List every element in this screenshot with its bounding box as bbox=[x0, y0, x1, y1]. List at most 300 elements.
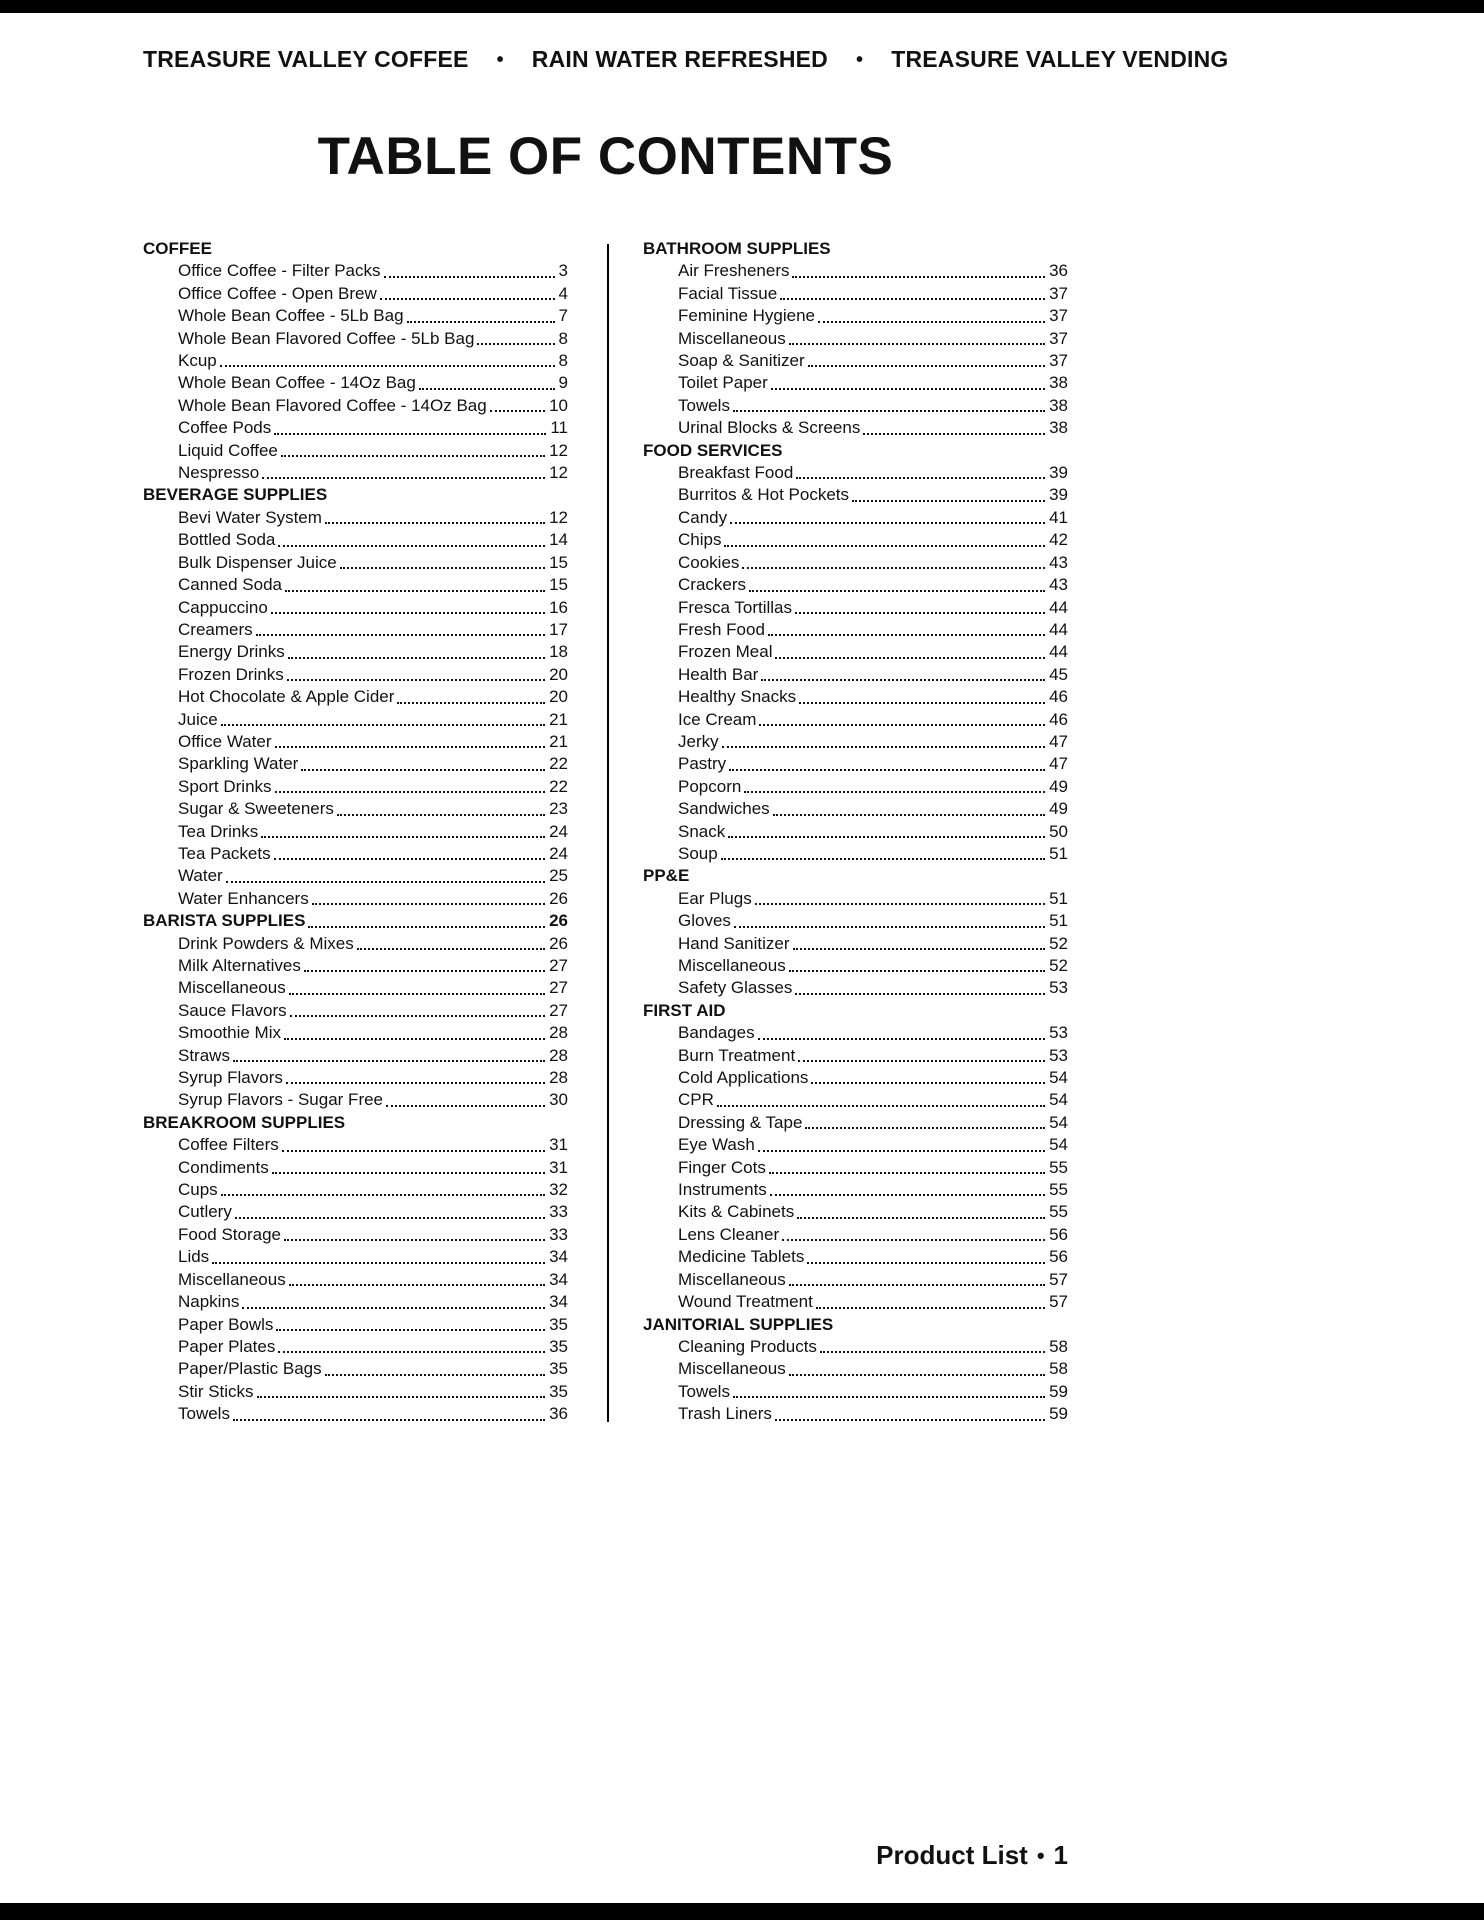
toc-entry-label: Trash Liners bbox=[678, 1404, 772, 1424]
dotted-leader bbox=[807, 1262, 1045, 1264]
toc-entry-label: Tea Drinks bbox=[178, 821, 259, 841]
dotted-leader bbox=[490, 410, 545, 412]
toc-entry bbox=[643, 552, 1068, 574]
toc-entry bbox=[643, 395, 1068, 417]
toc-page-number: 55 bbox=[1049, 1157, 1068, 1177]
toc-entry-label: Sparkling Water bbox=[178, 754, 299, 774]
toc-page-number: 52 bbox=[1049, 956, 1068, 975]
toc-page-number: 37 bbox=[1049, 328, 1068, 348]
toc-page-number: 54 bbox=[1049, 1135, 1068, 1155]
dotted-leader bbox=[274, 858, 545, 860]
toc-entry bbox=[143, 395, 568, 417]
toc-entry bbox=[643, 1403, 1068, 1425]
dotted-leader bbox=[274, 433, 546, 435]
dotted-leader bbox=[729, 769, 1045, 771]
toc-entry-label: Medicine Tablets bbox=[678, 1247, 805, 1267]
brand-name-1: TREASURE VALLEY COFFEE bbox=[143, 46, 469, 72]
dotted-leader bbox=[301, 769, 545, 771]
toc-entry-label: Sport Drinks bbox=[178, 776, 272, 796]
toc-entry bbox=[143, 1022, 568, 1044]
toc-entry-label: Juice bbox=[178, 709, 218, 729]
toc-page-number: 51 bbox=[1049, 843, 1068, 863]
dotted-leader bbox=[235, 1217, 545, 1219]
dotted-leader bbox=[733, 410, 1045, 412]
toc-entry bbox=[643, 574, 1068, 596]
toc-entry bbox=[643, 1067, 1068, 1089]
dotted-leader bbox=[384, 276, 555, 278]
toc-entry-label: Miscellaneous bbox=[678, 1269, 786, 1289]
dotted-leader bbox=[284, 1239, 545, 1241]
toc-entry-label: Burritos & Hot Pockets bbox=[678, 485, 850, 505]
toc-page-number: 53 bbox=[1049, 978, 1068, 998]
dotted-leader bbox=[212, 1262, 545, 1264]
toc-page-number: 50 bbox=[1049, 821, 1068, 841]
toc-page-number: 7 bbox=[558, 306, 568, 326]
toc-entry-label: Jerky bbox=[678, 731, 719, 751]
toc-entry-label: Dressing & Tape bbox=[678, 1112, 803, 1132]
toc-entry-label: Coffee Pods bbox=[178, 418, 272, 438]
toc-entry-label: Syrup Flavors bbox=[178, 1068, 283, 1088]
toc-entry-label: Office Coffee - Open Brew bbox=[178, 283, 377, 303]
toc-entry-label: Fresca Tortillas bbox=[678, 597, 792, 617]
toc-entry bbox=[643, 1358, 1068, 1380]
page-footer bbox=[143, 1840, 1068, 1871]
toc-page-number: 41 bbox=[1049, 507, 1068, 527]
toc-entry-label: Cappuccino bbox=[178, 597, 268, 617]
toc-entry-label: Sugar & Sweeteners bbox=[178, 799, 334, 819]
toc-page-number: 38 bbox=[1049, 373, 1068, 393]
toc-page-number: 55 bbox=[1049, 1202, 1068, 1222]
brand-name-2: RAIN WATER REFRESHED bbox=[531, 46, 828, 72]
dotted-leader bbox=[773, 814, 1045, 816]
toc-entry-label: Miscellaneous bbox=[678, 328, 786, 348]
table-of-contents bbox=[143, 238, 1068, 1426]
toc-entry-label: Soup bbox=[678, 843, 718, 863]
toc-entry bbox=[143, 821, 568, 843]
toc-page-number: 28 bbox=[549, 1068, 568, 1088]
toc-entry bbox=[143, 955, 568, 977]
toc-entry bbox=[143, 641, 568, 663]
toc-entry bbox=[143, 1224, 568, 1246]
toc-entry bbox=[643, 776, 1068, 798]
toc-entry bbox=[143, 260, 568, 282]
toc-page-number: 57 bbox=[1049, 1292, 1068, 1312]
toc-entry bbox=[643, 843, 1068, 865]
dotted-leader bbox=[805, 1127, 1045, 1129]
toc-page-number: 54 bbox=[1049, 1112, 1068, 1132]
dotted-leader bbox=[818, 321, 1045, 323]
toc-page-number: 21 bbox=[549, 731, 568, 751]
toc-page-number: 58 bbox=[1049, 1359, 1068, 1379]
toc-entry bbox=[143, 529, 568, 551]
toc-page-number: 44 bbox=[1049, 619, 1068, 639]
toc-page-number: 12 bbox=[549, 463, 568, 483]
dotted-leader bbox=[758, 1150, 1045, 1152]
dotted-leader bbox=[769, 1172, 1045, 1174]
toc-entry bbox=[143, 1314, 568, 1336]
toc-section-header bbox=[143, 484, 568, 506]
toc-entry bbox=[643, 798, 1068, 820]
toc-entry-label: Toilet Paper bbox=[678, 373, 768, 393]
dotted-leader bbox=[775, 1419, 1045, 1421]
dotted-leader bbox=[337, 814, 545, 816]
toc-entry-label: Paper Plates bbox=[178, 1336, 276, 1356]
toc-page-number: 43 bbox=[1049, 575, 1068, 595]
toc-entry-label: Urinal Blocks & Screens bbox=[678, 418, 861, 438]
toc-entry bbox=[643, 372, 1068, 394]
toc-entry-label: Straws bbox=[178, 1045, 230, 1065]
toc-page-number: 47 bbox=[1049, 754, 1068, 774]
toc-entry bbox=[643, 484, 1068, 506]
dotted-leader bbox=[797, 1217, 1045, 1219]
toc-entry-label: Smoothie Mix bbox=[178, 1023, 281, 1043]
toc-page-number: 17 bbox=[549, 619, 568, 639]
dotted-leader bbox=[820, 1351, 1045, 1353]
dotted-leader bbox=[272, 1172, 545, 1174]
toc-page-number: 12 bbox=[549, 440, 568, 460]
toc-entry bbox=[643, 305, 1068, 327]
dotted-leader bbox=[795, 993, 1045, 995]
toc-entry bbox=[643, 641, 1068, 663]
toc-entry bbox=[643, 709, 1068, 731]
toc-page-number: 27 bbox=[549, 956, 568, 975]
toc-entry-label: Facial Tissue bbox=[678, 283, 778, 303]
toc-entry-label: Miscellaneous bbox=[678, 1359, 786, 1379]
toc-entry bbox=[143, 597, 568, 619]
dotted-leader bbox=[357, 948, 545, 950]
dotted-leader bbox=[380, 298, 555, 300]
toc-section-header bbox=[643, 1314, 1068, 1336]
toc-entry bbox=[643, 910, 1068, 932]
toc-entry-label: Ice Cream bbox=[678, 709, 757, 729]
toc-entry-label: Eye Wash bbox=[678, 1135, 755, 1155]
dotted-leader bbox=[789, 1374, 1045, 1376]
toc-page-number: 26 bbox=[549, 933, 568, 953]
toc-entry-label: Hot Chocolate & Apple Cider bbox=[178, 687, 395, 707]
toc-entry-label: Condiments bbox=[178, 1157, 269, 1177]
toc-entry bbox=[643, 1134, 1068, 1156]
dotted-leader bbox=[262, 477, 545, 479]
toc-entry-label: Sandwiches bbox=[678, 799, 770, 819]
dotted-leader bbox=[811, 1082, 1045, 1084]
toc-page-number: 44 bbox=[1049, 642, 1068, 662]
toc-page-number: 51 bbox=[1049, 888, 1068, 908]
dotted-leader bbox=[808, 365, 1045, 367]
dotted-leader bbox=[789, 970, 1045, 972]
toc-section-header bbox=[643, 238, 1068, 260]
dotted-leader bbox=[755, 903, 1045, 905]
toc-entry-label: Miscellaneous bbox=[678, 956, 786, 975]
dotted-leader bbox=[340, 567, 545, 569]
toc-page-number: 31 bbox=[549, 1157, 568, 1177]
toc-page-number: 34 bbox=[549, 1269, 568, 1289]
toc-entry bbox=[143, 1045, 568, 1067]
toc-entry-label: FIRST AID bbox=[643, 1000, 726, 1020]
toc-page-number: 8 bbox=[558, 328, 568, 348]
toc-entry bbox=[643, 731, 1068, 753]
toc-entry-label: Kcup bbox=[178, 351, 217, 371]
toc-page-number: 27 bbox=[549, 978, 568, 998]
toc-page-number: 49 bbox=[1049, 776, 1068, 796]
dotted-leader bbox=[733, 1396, 1045, 1398]
dotted-leader bbox=[721, 858, 1045, 860]
toc-page-number: 45 bbox=[1049, 664, 1068, 684]
toc-entry-label: Air Fresheners bbox=[678, 261, 790, 281]
toc-entry-label: Syrup Flavors - Sugar Free bbox=[178, 1090, 384, 1110]
toc-entry-label: Popcorn bbox=[678, 776, 742, 796]
dotted-leader bbox=[717, 1105, 1045, 1107]
dotted-leader bbox=[852, 500, 1045, 502]
toc-entry-label: Chips bbox=[678, 530, 722, 550]
dotted-leader bbox=[796, 477, 1045, 479]
dotted-leader bbox=[221, 724, 545, 726]
toc-entry bbox=[143, 709, 568, 731]
footer-page-number: 1 bbox=[1053, 1840, 1068, 1870]
toc-entry-label: BATHROOM SUPPLIES bbox=[643, 239, 831, 258]
dotted-leader bbox=[758, 1038, 1046, 1040]
toc-entry bbox=[143, 664, 568, 686]
dotted-leader bbox=[288, 657, 545, 659]
toc-entry bbox=[643, 328, 1068, 350]
dotted-leader bbox=[325, 522, 545, 524]
toc-entry-label: Whole Bean Coffee - 5Lb Bag bbox=[178, 306, 404, 326]
toc-entry-label: Kits & Cabinets bbox=[678, 1202, 795, 1222]
toc-entry bbox=[143, 552, 568, 574]
toc-entry bbox=[143, 1403, 568, 1425]
toc-page-number: 46 bbox=[1049, 687, 1068, 707]
toc-section-header bbox=[643, 865, 1068, 887]
toc-entry bbox=[143, 372, 568, 394]
toc-entry bbox=[143, 753, 568, 775]
toc-entry-label: Candy bbox=[678, 507, 728, 527]
toc-page-number: 53 bbox=[1049, 1023, 1068, 1043]
dotted-leader bbox=[724, 545, 1045, 547]
toc-page-number: 33 bbox=[549, 1224, 568, 1244]
toc-entry-label: Breakfast Food bbox=[678, 463, 794, 483]
dotted-leader bbox=[793, 948, 1046, 950]
toc-entry-label: COFFEE bbox=[143, 239, 212, 258]
page-title: TABLE OF CONTENTS bbox=[317, 127, 894, 186]
toc-entry-label: Frozen Drinks bbox=[178, 664, 284, 684]
toc-entry-label: Ear Plugs bbox=[678, 888, 752, 908]
toc-entry-label: JANITORIAL SUPPLIES bbox=[643, 1314, 834, 1334]
dotted-leader bbox=[285, 590, 545, 592]
dotted-leader bbox=[286, 1082, 545, 1084]
toc-entry bbox=[643, 1291, 1068, 1313]
toc-page-number: 54 bbox=[1049, 1068, 1068, 1088]
toc-entry bbox=[643, 597, 1068, 619]
toc-page-number: 20 bbox=[549, 664, 568, 684]
toc-page-number: 9 bbox=[558, 373, 568, 393]
toc-section-header bbox=[143, 238, 568, 260]
column-divider bbox=[607, 244, 609, 1422]
toc-entry bbox=[143, 1358, 568, 1380]
toc-entry bbox=[143, 1269, 568, 1291]
toc-page-number: 28 bbox=[549, 1045, 568, 1065]
toc-entry-label: BARISTA SUPPLIES bbox=[143, 911, 306, 931]
toc-page-number: 14 bbox=[549, 530, 568, 550]
dotted-leader bbox=[242, 1307, 545, 1309]
toc-entry bbox=[643, 1224, 1068, 1246]
toc-page-number: 36 bbox=[549, 1404, 568, 1424]
toc-entry bbox=[643, 283, 1068, 305]
toc-entry bbox=[643, 664, 1068, 686]
toc-entry-label: BREAKROOM SUPPLIES bbox=[143, 1112, 346, 1132]
dotted-leader bbox=[780, 298, 1045, 300]
toc-entry bbox=[143, 843, 568, 865]
toc-page-number: 8 bbox=[558, 351, 568, 371]
toc-page-number: 28 bbox=[549, 1023, 568, 1043]
dotted-leader bbox=[261, 836, 545, 838]
toc-entry bbox=[643, 417, 1068, 439]
dotted-leader bbox=[257, 1396, 546, 1398]
toc-entry-label: BEVERAGE SUPPLIES bbox=[143, 485, 328, 505]
dotted-leader bbox=[233, 1060, 545, 1062]
toc-entry-label: Instruments bbox=[678, 1180, 767, 1200]
toc-entry bbox=[143, 1134, 568, 1156]
toc-page-number: 54 bbox=[1049, 1090, 1068, 1110]
toc-entry bbox=[143, 462, 568, 484]
toc-entry-label: Crackers bbox=[678, 575, 747, 595]
toc-entry bbox=[643, 1045, 1068, 1067]
toc-page-number: 39 bbox=[1049, 463, 1068, 483]
toc-entry-label: Energy Drinks bbox=[178, 642, 285, 662]
toc-entry-label: Fresh Food bbox=[678, 619, 765, 639]
dotted-leader bbox=[233, 1419, 545, 1421]
dotted-leader bbox=[220, 365, 555, 367]
toc-page-number: 43 bbox=[1049, 552, 1068, 572]
toc-page-number: 37 bbox=[1049, 283, 1068, 303]
toc-entry bbox=[143, 440, 568, 462]
dotted-leader bbox=[282, 1150, 545, 1152]
toc-page-number: 52 bbox=[1049, 933, 1068, 953]
toc-page-number: 30 bbox=[549, 1090, 568, 1110]
toc-entry bbox=[143, 1000, 568, 1022]
toc-entry bbox=[143, 776, 568, 798]
toc-entry bbox=[143, 686, 568, 708]
toc-entry bbox=[643, 350, 1068, 372]
toc-page-number: 36 bbox=[1049, 261, 1068, 281]
toc-entry bbox=[143, 1381, 568, 1403]
toc-entry bbox=[643, 1336, 1068, 1358]
toc-entry-label: Finger Cots bbox=[678, 1157, 766, 1177]
toc-entry bbox=[143, 328, 568, 350]
toc-page-number: 26 bbox=[549, 911, 568, 931]
dotted-leader bbox=[275, 746, 546, 748]
toc-entry-label: Frozen Meal bbox=[678, 642, 773, 662]
bullet-separator: • bbox=[496, 49, 504, 71]
toc-entry bbox=[643, 933, 1068, 955]
toc-page-number: 35 bbox=[549, 1381, 568, 1401]
toc-entry-label: CPR bbox=[678, 1090, 714, 1110]
toc-page-number: 31 bbox=[549, 1135, 568, 1155]
dotted-leader bbox=[722, 746, 1045, 748]
dotted-leader bbox=[284, 1038, 545, 1040]
toc-page-number: 10 bbox=[549, 395, 568, 415]
toc-entry bbox=[143, 1246, 568, 1268]
dotted-leader bbox=[226, 881, 545, 883]
toc-entry-label: Healthy Snacks bbox=[678, 687, 797, 707]
toc-entry-label: Cutlery bbox=[178, 1202, 232, 1222]
toc-entry-label: Whole Bean Flavored Coffee - 14Oz Bag bbox=[178, 395, 487, 415]
toc-page-number: 37 bbox=[1049, 306, 1068, 326]
toc-entry-label: Stir Sticks bbox=[178, 1381, 254, 1401]
dotted-leader bbox=[407, 321, 555, 323]
toc-entry-label: Towels bbox=[178, 1404, 230, 1424]
dotted-leader bbox=[782, 1239, 1045, 1241]
dotted-leader bbox=[771, 388, 1045, 390]
toc-section-header bbox=[643, 1000, 1068, 1022]
toc-entry bbox=[143, 888, 568, 910]
dotted-leader bbox=[759, 724, 1045, 726]
toc-entry bbox=[643, 1157, 1068, 1179]
toc-page-number: 15 bbox=[549, 552, 568, 572]
dotted-leader bbox=[792, 276, 1045, 278]
toc-page-number: 56 bbox=[1049, 1247, 1068, 1267]
toc-entry bbox=[143, 933, 568, 955]
toc-page-number: 33 bbox=[549, 1202, 568, 1222]
toc-entry-label: Sauce Flavors bbox=[178, 1000, 287, 1020]
toc-page-number: 26 bbox=[549, 888, 568, 908]
toc-entry bbox=[143, 1291, 568, 1313]
top-border-bar bbox=[0, 0, 1484, 13]
dotted-leader bbox=[728, 836, 1045, 838]
toc-entry-label: Towels bbox=[678, 1381, 730, 1401]
toc-entry-label: Coffee Filters bbox=[178, 1135, 279, 1155]
toc-page-number: 32 bbox=[549, 1180, 568, 1200]
toc-page-number: 27 bbox=[549, 1000, 568, 1020]
toc-page-number: 25 bbox=[549, 866, 568, 886]
toc-section-header bbox=[143, 1112, 568, 1134]
dotted-leader bbox=[770, 1194, 1045, 1196]
dotted-leader bbox=[799, 702, 1045, 704]
toc-page-number: 35 bbox=[549, 1336, 568, 1356]
toc-section-header bbox=[143, 910, 568, 932]
toc-entry bbox=[143, 1201, 568, 1223]
dotted-leader bbox=[730, 522, 1045, 524]
toc-page-number: 59 bbox=[1049, 1381, 1068, 1401]
dotted-leader bbox=[477, 343, 554, 345]
toc-entry-label: Lens Cleaner bbox=[678, 1224, 780, 1244]
dotted-leader bbox=[271, 612, 545, 614]
toc-column-left bbox=[143, 238, 568, 1426]
toc-entry-label: Paper Bowls bbox=[178, 1314, 274, 1334]
dotted-leader bbox=[275, 791, 546, 793]
toc-page-number: 4 bbox=[558, 283, 568, 303]
toc-entry bbox=[143, 283, 568, 305]
toc-entry-label: Bandages bbox=[678, 1023, 755, 1043]
dotted-leader bbox=[256, 634, 545, 636]
dotted-leader bbox=[278, 545, 545, 547]
toc-entry bbox=[643, 1179, 1068, 1201]
toc-entry bbox=[643, 1381, 1068, 1403]
toc-entry bbox=[643, 888, 1068, 910]
dotted-leader bbox=[816, 1307, 1045, 1309]
toc-entry-label: Cleaning Products bbox=[678, 1336, 817, 1356]
toc-entry bbox=[643, 686, 1068, 708]
dotted-leader bbox=[290, 1015, 545, 1017]
dotted-leader bbox=[308, 926, 545, 928]
toc-page-number: 38 bbox=[1049, 395, 1068, 415]
toc-column-right bbox=[643, 238, 1068, 1426]
dotted-leader bbox=[386, 1105, 545, 1107]
toc-entry-label: Office Coffee - Filter Packs bbox=[178, 261, 381, 281]
toc-page-number: 15 bbox=[549, 575, 568, 595]
toc-entry bbox=[143, 305, 568, 327]
toc-page-number: 35 bbox=[549, 1359, 568, 1379]
toc-entry-label: Drink Powders & Mixes bbox=[178, 933, 354, 953]
toc-entry bbox=[143, 507, 568, 529]
